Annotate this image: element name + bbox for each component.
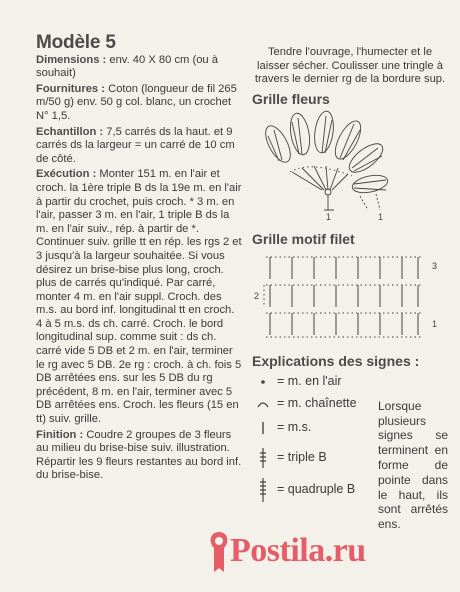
grille-filet-title: Grille motif filet xyxy=(252,230,355,247)
legend-title: Explications des signes : xyxy=(252,353,420,370)
fournitures-label: Fournitures : xyxy=(36,82,105,95)
legend-item xyxy=(252,421,311,435)
flower-chart xyxy=(252,110,448,222)
right-column xyxy=(252,46,448,573)
dimensions-text: env. 40 X 80 cm (ou à souhait) xyxy=(36,53,218,80)
flower-chart-label: 1 xyxy=(326,212,332,223)
legend-text: = m.s. xyxy=(277,419,312,434)
postila-logo-icon xyxy=(206,530,232,574)
execution-paragraph xyxy=(36,168,242,426)
left-column xyxy=(36,32,242,485)
execution-label: Exécution : xyxy=(36,168,97,181)
finition-label: Finition : xyxy=(36,428,84,441)
legend-text: = triple B xyxy=(277,449,327,464)
echantillon-paragraph xyxy=(36,126,242,167)
legend-item xyxy=(252,397,357,411)
finition-paragraph xyxy=(36,429,242,483)
grille-fleurs-title: Grille fleurs xyxy=(252,90,330,107)
filet-row-label: 3 xyxy=(432,260,438,271)
echantillon-label: Echantillon : xyxy=(36,125,104,138)
dot-icon xyxy=(252,377,274,387)
filet-chart xyxy=(252,251,448,347)
triple-b-icon xyxy=(252,447,274,469)
dimensions-label: Dimensions : xyxy=(36,53,107,66)
finition-text: Coudre 2 groupes de 3 fleurs au milieu du brise-bise suiv. illustration. Répartir les 9 fleurs restantes au bord inf. du brise-bise. xyxy=(36,428,242,482)
flower-petal xyxy=(330,118,366,164)
filet-row-label: 2 xyxy=(254,290,260,301)
quadruple-b-icon xyxy=(252,477,274,503)
filet-row xyxy=(266,313,422,337)
legend-item xyxy=(252,477,355,503)
legend-item xyxy=(252,447,327,469)
flower-petal xyxy=(345,139,388,178)
bar-icon xyxy=(252,421,274,435)
legend-text: = quadruple B xyxy=(277,481,356,496)
flower-petal xyxy=(312,110,336,154)
legend-text: = m. en l'air xyxy=(277,373,342,388)
flower-chart-label: 1 xyxy=(378,212,384,223)
flower-petal xyxy=(351,173,390,196)
filet-row xyxy=(264,285,422,307)
legend-note: Lorsque plusieurs signes se terminent en forme de pointe dans le haut, ils sont arrêtés ens. xyxy=(378,398,448,532)
flower-petal xyxy=(287,112,312,156)
filet-row xyxy=(266,257,422,279)
legend-text: = m. chaînette xyxy=(277,395,357,410)
filet-row-label: 1 xyxy=(432,318,438,329)
fournitures-paragraph xyxy=(36,83,242,124)
arc-icon xyxy=(252,399,274,409)
watermark: Postila.ru xyxy=(230,532,366,569)
legend-item xyxy=(252,375,342,389)
fournitures-text: Coton (longueur de fil 265 m/50 g) env. 50 g col. blanc, un crochet N° 1,5. xyxy=(36,82,237,122)
page-title: Modèle 5 xyxy=(36,32,116,53)
dimensions-paragraph xyxy=(36,54,242,81)
echantillon-text: 7,5 carrés ds la haut. et 9 carrés ds la largeur = un carré de 10 cm de côté. xyxy=(36,125,235,165)
execution-text: Monter 151 m. en l'air et croch. la 1ère triple B ds la 19e m. en l'air à partir du crochet, puis croch. * 3 m. en l'air, passer 3 m. en l'air, 1 triple B ds la m. en l'air suiv., rép. à partir de *. Continuer suiv. grille tt en rép. les rgs 2 et 3 jusqu'à la largeur souhaitée. Si vous désirez un brise-bise plus long, croch. plus de carrés qu'indiqué. Par carré, monter 4 m. en l'air suppl. Croch. des m.s. au bord inf. longitudinal tt en croch. 4 à 5 m.s. ds ch. carré. Croch. le bord longitudinal sup. comme suit : ds ch. carré vide 5 DB et 2 m. en l'air, terminer le rg avec 5 DB. 2e rg : croch. à ch. fois 5 DB arrêtées ens. sur les 5 DB du rg précédent, 8 m. en l'air, terminer avec 5 DB arrêtées ens. Croch. les fleurs (15 en tt) suiv. grille. xyxy=(36,168,242,426)
finishing-note: Tendre l'ouvrage, l'humecter et le laisser sécher. Coulisser une tringle à travers le dernier rg de la bordure sup. xyxy=(254,46,446,86)
